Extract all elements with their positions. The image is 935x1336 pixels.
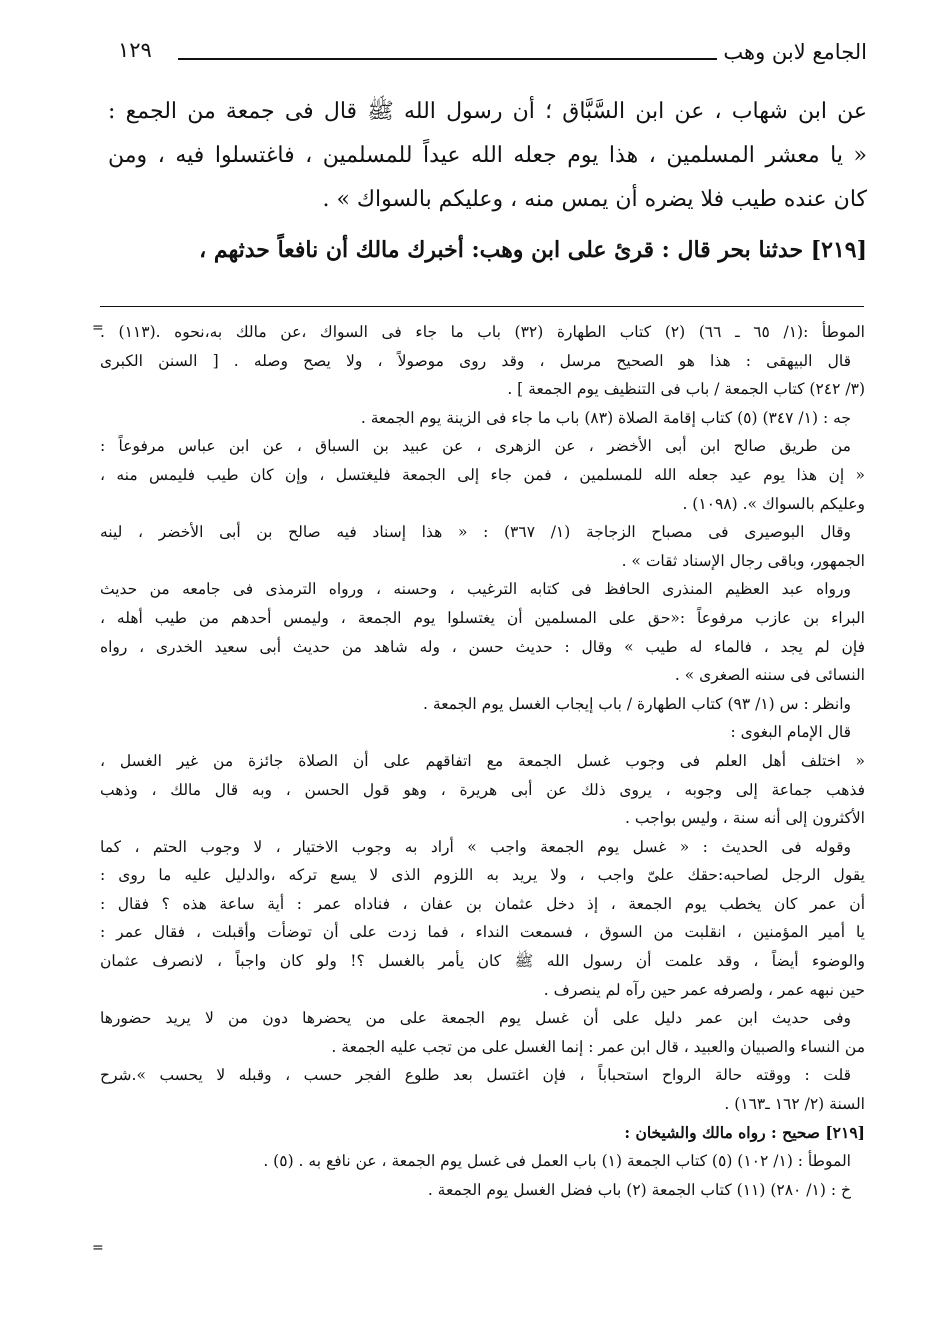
footnote-line: البراء بن عازب مرفوعاً :«حق على المسلمين أن يغتسلوا يوم الجمعة ، وليمس أحدهم من طيب أهله ، xyxy=(100,608,865,627)
footnote-line: وقوله فى الحديث : « غسل يوم الجمعة واجب » أراد به وجوب الاختيار ، لا وجوب الحتم ، كما xyxy=(100,837,851,856)
footnote-line: قلت : ووقته حالة الرواح استحباباً ، فإن اغتسل بعد طلوع الفجر حسب ، وقبله لا يحسب ».شرح xyxy=(100,1066,851,1085)
footnote-219-heading: [٢١٩] صحيح : رواه مالك والشيخان : xyxy=(624,1122,865,1142)
footnote-line: قال الإمام البغوى : xyxy=(730,723,851,742)
footnote-line: الجمهور، وباقى رجال الإسناد ثقات » . xyxy=(621,551,865,570)
footnote-line: أن عمر كان يخطب يوم الجمعة ، إذ دخل عثمان بن عفان ، فناداه عمر : أية ساعة هذه ؟ فقال : xyxy=(100,894,865,913)
footnote-line: يقول الرجل لصاحبه:حقك علىّ واجب ، ولا يريد به اللزوم الذى لا يسع تركه ،والدليل عليه ما روى : xyxy=(100,866,865,885)
footnote-line: خ : (١/ ٢٨٠) (١١) كتاب الجمعة (٢) باب فضل الغسل يوم الجمعة . xyxy=(427,1180,851,1199)
main-line: عن ابن شهاب ، عن ابن السَّبَّاق ؛ أن رسول الله ﷺ قال فى جمعة من الجمع : xyxy=(108,99,867,124)
footnote-line: يا أمير المؤمنين ، انقلبت من السوق ، فسمعت النداء ، فما زدت على أن توضأت وأقبلت ، فقال عمر : xyxy=(100,923,865,942)
running-header xyxy=(118,36,867,76)
footnote-line: من النساء والصبيان والعبيد ، قال ابن عمر : إنما الغسل على من تجب عليه الجمعة . xyxy=(331,1037,865,1056)
main-text xyxy=(108,90,867,272)
footnote-line: والوضوء أيضاً ، وقد علمت أن رسول الله ﷺ كان يأمر بالغسل ؟! ولو كان واجباً ، لانصرف عثمان xyxy=(100,952,865,971)
footnote-line: الموطأ : (١/ ١٠٢) (٥) كتاب الجمعة (١) باب العمل فى غسل يوم الجمعة ، عن نافع به . (٥) . xyxy=(263,1152,851,1171)
continuation-mark-bottom: = xyxy=(92,1240,104,1256)
footnote-line: فإن لم يجد ، فالماء له طيب » وقال : حديث حسن ، وله شاهد من حديث أبى سعيد الخدرى ، رواه xyxy=(100,637,865,656)
footnotes xyxy=(100,318,865,1204)
footnote-divider xyxy=(100,306,864,307)
footnote-line: النسائى فى سننه الصغرى » . xyxy=(674,666,865,685)
footnote-line: وفى حديث ابن عمر دليل على أن غسل يوم الجمعة على من يحضرها دون من لا يريد حضورها xyxy=(100,1009,851,1028)
hadith-219-line: [٢١٩] حدثنا بحر قال : قرئ على ابن وهب: أخبرك مالك أن نافعاً حدثهم ، xyxy=(199,237,867,263)
footnote-line: وقال البوصيرى فى مصباح الزجاجة (١/ ٣٦٧) : « هذا إسناد فيه صالح بن أبى الأخضر ، لينه xyxy=(100,523,851,542)
footnote-line: الأكثرون إلى أنه سنة ، وليس بواجب . xyxy=(625,809,865,828)
footnote-line: وانظر : س (١/ ٩٣) كتاب الطهارة / باب إيجاب الغسل يوم الجمعة . xyxy=(423,694,851,713)
main-line: « يا معشر المسلمين ، هذا يوم جعله الله عيداً للمسلمين ، فاغتسلوا فيه ، ومن xyxy=(108,143,867,168)
footnote-line: الموطأ :(١/ ٦٥ ـ ٦٦) (٢) كتاب الطهارة (٣٢) باب ما جاء فى السواك ،عن مالك به،نحوه .(١١٣) . xyxy=(100,323,865,341)
page-number: ١٢٩ xyxy=(118,38,152,62)
footnote-line: وعليكم بالسواك ». (١٠٩٨) . xyxy=(682,494,865,513)
footnote-line: فذهب جماعة إلى وجوبه ، يروى ذلك عن أبى هريرة ، وهو قول الحسن ، وبه قال مالك ، وذهب xyxy=(100,780,865,799)
footnote-line: قال البيهقى : هذا هو الصحيح مرسل ، وقد روى موصولاً ، ولا يصح وصله . [ السنن الكبرى xyxy=(100,351,851,370)
header-rule xyxy=(178,58,717,60)
footnote-line: ورواه عبد العظيم المنذرى الحافظ فى كتابه الترغيب ، وحسنه ، ورواه الترمذى فى جامعه من حديث xyxy=(100,580,851,599)
header-title: الجامع لابن وهب xyxy=(723,40,867,64)
footnote-line: السنة (٢/ ١٦٢ ـ١٦٣) . xyxy=(724,1095,865,1114)
footnote-line: حين نبهه عمر ، ولصرفه عمر حين رآه لم ينصرف . xyxy=(543,980,865,999)
footnote-line: « اختلف أهل العلم فى وجوب غسل الجمعة مع اتفاقهم على أن الصلاة جائزة من غير الغسل ، xyxy=(100,751,865,770)
footnote-line: من طريق صالح ابن أبى الأخضر ، عن الزهرى ، عن عبيد بن السباق ، عن ابن عباس مرفوعاً : xyxy=(100,437,851,456)
footnote-line: « إن هذا يوم عيد جعله الله للمسلمين ، فمن جاء إلى الجمعة فليغتسل ، وإن كان طيب فليمس منه ، xyxy=(100,465,865,484)
continuation-mark-top: = xyxy=(92,320,104,336)
main-line: كان عنده طيب فلا يضره أن يمس منه ، وعليكم بالسواك » . xyxy=(322,187,867,212)
footnote-line: جه : (١/ ٣٤٧) (٥) كتاب إقامة الصلاة (٨٣) باب ما جاء فى الزينة يوم الجمعة . xyxy=(360,408,851,427)
footnote-line: (٣/ ٢٤٢) كتاب الجمعة / باب فى التنظيف يوم الجمعة ] . xyxy=(507,380,865,399)
